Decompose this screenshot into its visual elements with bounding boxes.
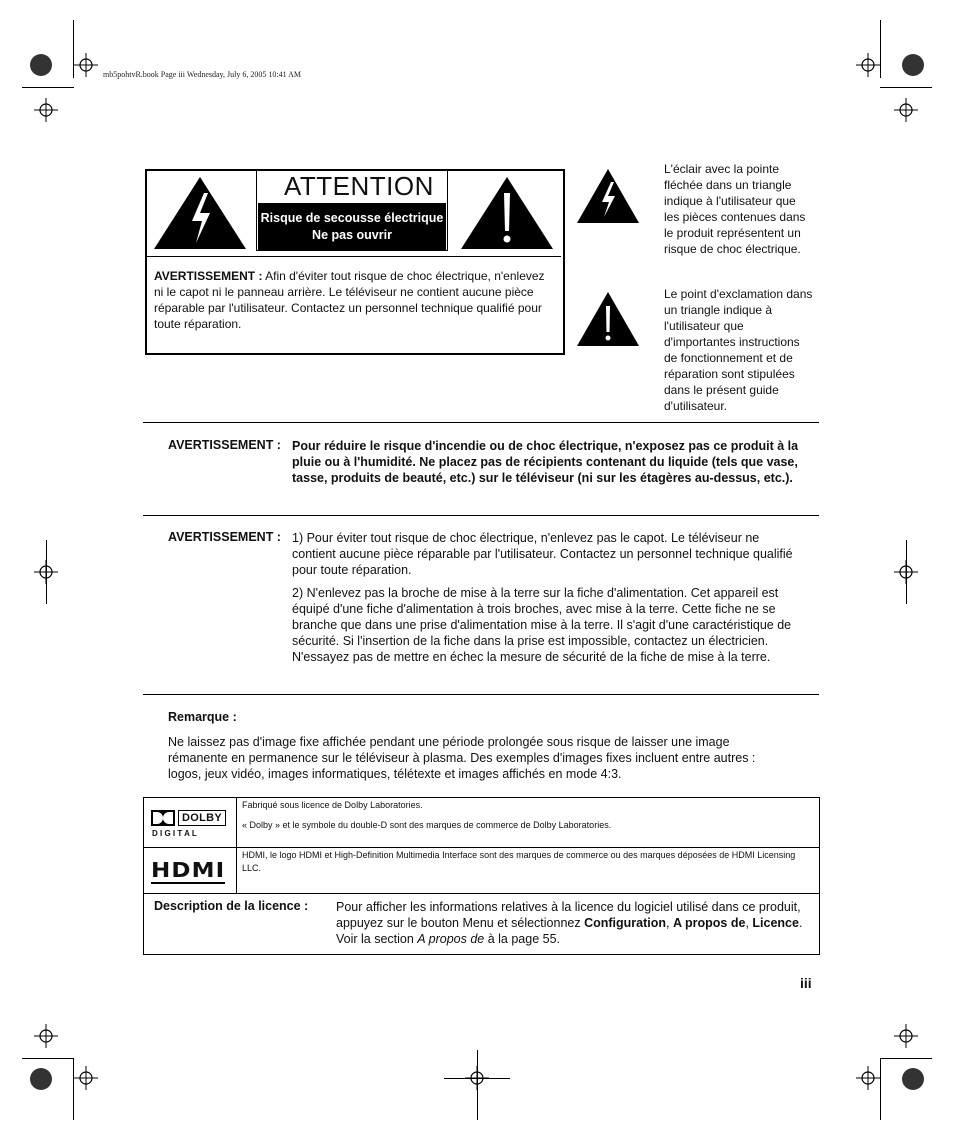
license-description-text	[336, 899, 806, 947]
warning2-para1: 1) Pour éviter tout risque de choc électrique, n'enlevez pas le capot. Le téléviseur ne contient aucune pièce réparable par l'utilisateur. Contactez un personnel technique qualifié pour toute réparation.	[292, 531, 793, 577]
remark-label: Remarque :	[168, 710, 237, 724]
lightning-triangle-icon	[575, 167, 641, 225]
dolby-license-line: Fabriqué sous licence de Dolby Laboratories.	[242, 800, 423, 810]
hdmi-trademark-text: HDMI, le logo HDMI et High-Definition Multimedia Interface sont des marques de commerce ou des marques déposées de HDMI Licensing LLC.	[242, 850, 796, 873]
divider	[147, 256, 561, 257]
configuration-menu-item: Configuration	[584, 916, 667, 930]
crop-mark	[880, 87, 932, 88]
crosshair-icon	[74, 1066, 98, 1090]
shock-risk-line: Risque de secousse électrique	[260, 210, 444, 225]
divider	[143, 515, 819, 516]
license-description-label: Description de la licence :	[154, 899, 309, 913]
warning1-text: Pour réduire le risque d'incendie ou de choc électrique, n'exposez pas ce produit à la pluie ou à l'humidité. Ne placez pas de récipients contenant du liquide (tels que vase, tasse, produits de beauté, etc.) sur le téléviseur (ni sur les étagères au-dessus, etc.).	[292, 439, 799, 485]
lightning-explanation: L'éclair avec la pointe fléchée dans un triangle indique à l'utilisateur que les pièces contenues dans le produit représentent un risque de choc électrique.	[664, 162, 806, 256]
warning-label: AVERTISSEMENT :	[154, 269, 263, 283]
crop-mark	[906, 540, 907, 604]
dolby-digital-text: D I G I T A L	[152, 829, 197, 838]
about-section-ref: A propos de	[417, 932, 485, 946]
hdmi-logo	[151, 860, 231, 886]
registration-disc-icon	[30, 1068, 52, 1090]
dolby-wordmark: DOLBY	[178, 810, 226, 826]
crop-mark	[477, 1050, 478, 1120]
license-menu-item: Licence	[752, 916, 799, 930]
hdmi-wordmark: HDMI	[151, 858, 226, 882]
crosshair-icon	[856, 1066, 880, 1090]
attention-title: ATTENTION	[284, 171, 434, 201]
crosshair-icon	[856, 53, 880, 77]
exclamation-warning-icon	[459, 175, 555, 251]
crosshair-icon	[34, 1024, 58, 1048]
do-not-open-line: Ne pas ouvrir	[312, 227, 392, 242]
license-text-part: à la page 55.	[484, 932, 561, 946]
warning2-label: AVERTISSEMENT :	[168, 530, 281, 544]
crop-mark	[73, 1058, 74, 1120]
hdmi-underline	[151, 882, 225, 884]
dolby-digital-logo	[151, 808, 231, 840]
divider	[143, 694, 819, 695]
exclamation-triangle-icon	[575, 290, 641, 348]
dolby-trademark-line: « Dolby » et le symbole du double-D sont des marques de commerce de Dolby Laboratories.	[242, 820, 612, 830]
license-text-part: . Voir la section	[336, 916, 803, 946]
crop-mark	[444, 1078, 510, 1079]
page-number: iii	[800, 975, 812, 991]
crosshair-icon	[34, 98, 58, 122]
warning2-para2: 2) N'enlevez pas la broche de mise à la terre sur la fiche d'alimentation. Cet appareil est équipé d'une fiche d'alimentation à trois broches, avec mise à la terre. Cette fiche ne se branche que dans une prise d'alimentation mise à la terre. Il s'agit d'une caractéristique de sécurité. Si l'insertion de la fiche dans la prise est impossible, contactez un électricien. N'essayez pas de mettre en échec la mesure de sécurité de la fiche de mise à la terre.	[292, 586, 792, 664]
registration-disc-icon	[30, 54, 52, 76]
table-divider	[143, 847, 820, 848]
crop-mark	[880, 1058, 881, 1120]
license-text-part: Pour afficher les informations relatives à la licence du logiciel utilisé dans ce produit, appuyez sur le bouton Menu et sélectionnez	[336, 900, 801, 930]
crosshair-icon	[894, 98, 918, 122]
file-header: mb5pohtvR.book Page iii Wednesday, July 6, 2005 10:41 AM	[103, 70, 302, 79]
lightning-warning-icon	[152, 175, 248, 251]
warning-text: Afin d'éviter tout risque de choc électrique, n'enlevez ni le capot ni le panneau arrière. Le téléviseur ne contient aucune pièce réparable par l'utilisateur. Contactez un personnel technique qualifié pour toute réparation.	[154, 269, 545, 331]
crosshair-icon	[894, 1024, 918, 1048]
exclamation-explanation: Le point d'exclamation dans un triangle indique à l'utilisateur que d'importantes instructions de fonctionnement et de réparation sont stipulées dans le présent guide d'utilisateur.	[664, 287, 813, 413]
crop-mark	[22, 1058, 74, 1059]
crop-mark	[22, 87, 74, 88]
divider	[143, 422, 819, 423]
attention-warning	[154, 268, 554, 332]
crop-mark	[73, 20, 74, 78]
about-menu-item: A propos de	[672, 916, 746, 930]
registration-disc-icon	[902, 1068, 924, 1090]
separator: ,	[745, 916, 753, 930]
remark-text: Ne laissez pas d'image fixe affichée pendant une période prolongée sous risque de laisser une image rémanente en permanence sur le téléviseur à plasma. Des exemples d'images fixes incluent entre autres : logos, jeux vidéo, images informatiques, télétexte et images affichés en mode 4:3.	[168, 735, 756, 781]
separator: ,	[666, 916, 673, 930]
registration-disc-icon	[902, 54, 924, 76]
table-divider	[143, 893, 820, 894]
crop-mark	[46, 540, 47, 604]
crop-mark	[880, 1058, 932, 1059]
crop-mark	[880, 20, 881, 78]
shock-risk-banner	[258, 203, 446, 250]
double-d-icon	[151, 810, 175, 826]
crosshair-icon	[74, 53, 98, 77]
warning1-label: AVERTISSEMENT :	[168, 438, 281, 452]
